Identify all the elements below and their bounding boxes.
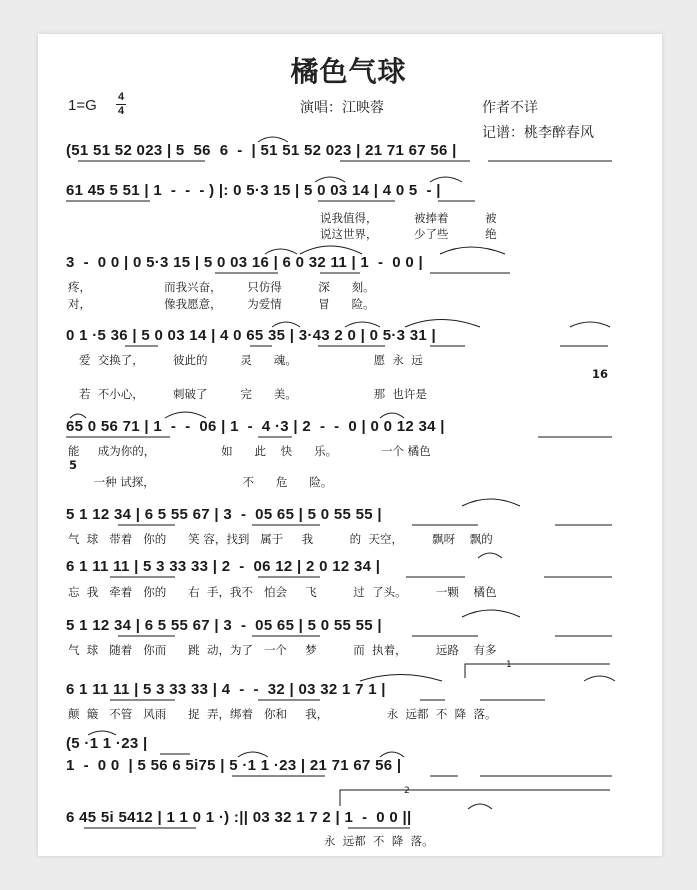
lyric-line-7: 气 球 随着 你而 跳 动，为了 一个 梦 而 执着， 远路 有多 xyxy=(68,643,497,657)
lyric-line-1a: 说我值得， 被捧着 被 xyxy=(320,211,497,225)
transcriber-credit: 记谱：桃李醉春风 xyxy=(482,125,594,141)
notation-line-10: (5 ·1 1 ·23 | xyxy=(66,735,148,752)
lyric-line-2b: 对， 像我愿意， 为爱情 冒 险。 xyxy=(68,297,375,311)
ending-2-number: 2 xyxy=(404,786,410,796)
song-title: 橘色气球 xyxy=(290,55,407,88)
lyric-line-6: 忘 我 牵着 你的 右 手，我不 怕会 飞 过 了头。 一颗 橘色 xyxy=(68,585,497,599)
ending-1-number: 1 xyxy=(506,660,512,670)
key-signature: 1=G xyxy=(68,97,97,114)
lyric-line-3a: 爱 交换了， 彼此的 灵 魂。 愿 永 远 xyxy=(68,353,423,367)
lyric-line-8: 颠 簸 不管 风雨 捉 弄，绑着 你和 我， 永 远都 不 降 落。 xyxy=(68,707,497,721)
notation-line-9: 6 1 11 11 | 5 3 33 33 | 4 - - 32 | 03 32 1 7 1 | xyxy=(66,681,386,698)
octave-note-mark: 16 xyxy=(592,367,609,381)
lyric-line-9: 永 远都 不 降 落。 xyxy=(68,834,434,848)
notation-line-2: 61 45 5 51 | 1 - - - ) |: 0 5·3 15 | 5 0 03 14 | 4 0 5 - | xyxy=(66,182,441,199)
notation-line-5: 65 0 56 71 | 1 - - 06 | 1 - 4 ·3 | 2 - - 0 | 0 0 12 34 | xyxy=(66,418,445,435)
lyric-line-3b: 若 不小心， 刺破了 完 美。 那 也许是 xyxy=(68,387,427,401)
composer-credit: 作者不详 xyxy=(482,100,538,116)
singer-credit: 演唱：江映蓉 xyxy=(300,100,384,116)
lyric-line-4b: 一种 试探， 不 危 险。 xyxy=(68,475,333,489)
notation-line-12: 6 45 5i 5412 | 1 1 0 1 ·) :|| 03 32 1 7 2 | 1 - 0 0 || xyxy=(66,809,412,826)
notation-line-8: 5 1 12 34 | 6 5 55 67 | 3 - 05 65 | 5 0 55 55 | xyxy=(66,617,382,634)
notation-line-4: 0 1 ·5 36 | 5 0 03 14 | 4 0 65 35 | 3·43 2 0 | 0 5·3 31 | xyxy=(66,327,436,344)
notation-line-1: (51 51 52 023 | 5 56 6 - | 51 51 52 023 | 21 71 67 56 | xyxy=(66,142,457,159)
time-signature-top: 4 xyxy=(117,91,125,103)
notation-line-6: 5 1 12 34 | 6 5 55 67 | 3 - 05 65 | 5 0 55 55 | xyxy=(66,506,382,523)
time-signature-bottom: 4 xyxy=(117,105,125,117)
notation-line-3: 3 - 0 0 | 0 5·3 15 | 5 0 03 16 | 6 0 32 11 | 1 - 0 0 | xyxy=(66,254,423,271)
alt-note-mark: 5 xyxy=(69,458,78,472)
lyric-line-4a: 能 成为你的， 如 此 快 乐。 一个 橘色 xyxy=(68,444,431,458)
notation-line-7: 6 1 11 11 | 5 3 33 33 | 2 - 06 12 | 2 0 12 34 | xyxy=(66,558,381,575)
lyric-line-2a: 疼， 而我兴奋， 只仿得 深 刻。 xyxy=(68,280,375,294)
lyric-line-1b: 说这世界， 少了些 绝 xyxy=(320,227,497,241)
notation-line-11: 1 - 0 0 | 5 56 6 5i75 | 5 ·1 1 ·23 | 21 71 67 56 | xyxy=(66,757,402,774)
time-signature xyxy=(116,92,126,117)
lyric-line-5: 气 球 带着 你的 笑 容，找到 属于 我 的 天空， 飘呀 飘的 xyxy=(68,532,493,546)
